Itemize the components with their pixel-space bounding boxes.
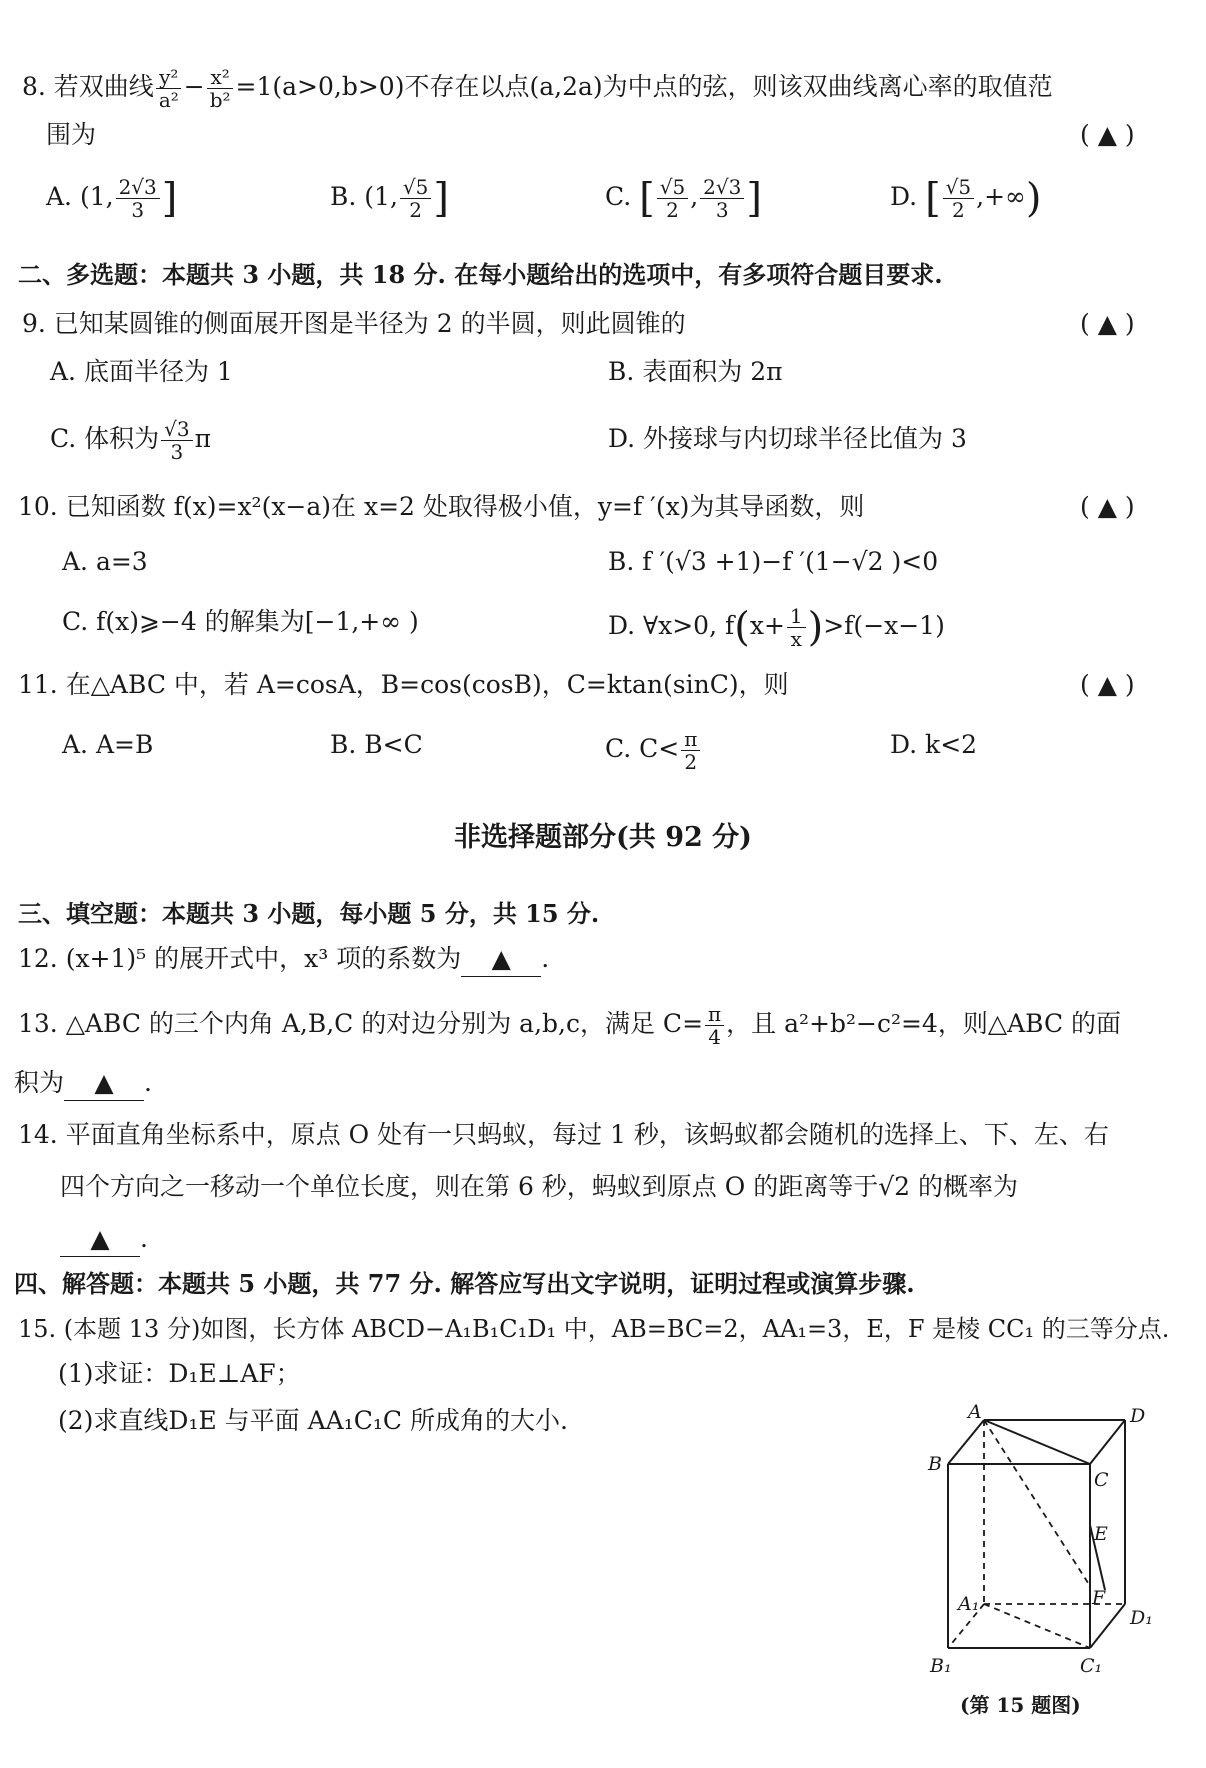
q8-option-b: B. (1, $\frac{√5}{2}$ ] — [330, 175, 449, 222]
label-d1: D₁ — [1130, 1607, 1153, 1629]
q8-option-a: A. (1, $\frac{2√3}{3}$ ] — [46, 175, 178, 222]
segment-af-hidden — [984, 1420, 1090, 1586]
label-b1: B₁ — [930, 1655, 952, 1677]
q9-answer-mark: ( ▲ ) — [1080, 309, 1135, 338]
q15-part1: (1)求证：D₁E⊥AF； — [58, 1359, 301, 1388]
q9-stem: 9. 已知某圆锥的侧面展开图是半径为 2 的半圆，则此圆锥的 — [22, 309, 686, 338]
label-d: D — [1130, 1405, 1146, 1427]
part-title: 非选择题部分(共 92 分) — [454, 822, 752, 853]
q8-answer-mark: ( ▲ ) — [1080, 120, 1135, 149]
edge-cd — [1090, 1420, 1125, 1464]
q9-option-b: B. 表面积为 2π — [608, 357, 783, 386]
section-3-heading: 三、填空题：本题共 3 小题，每小题 5 分，共 15 分. — [18, 899, 600, 928]
q9-option-a: A. 底面半径为 1 — [50, 357, 233, 386]
label-a1: A₁ — [958, 1593, 980, 1615]
q12-line: 12. (x+1)⁵ 的展开式中，x³ 项的系数为 ▲ . — [18, 942, 549, 977]
q11-option-b: B. B<C — [330, 730, 423, 759]
q9-option-c: C. 体积为 $\frac{√3}{3}$ π — [50, 417, 212, 464]
q14-line2: 四个方向之一移动一个单位长度，则在第 6 秒，蚂蚁到原点 O 的距离等于√2 的概率为 — [60, 1172, 1018, 1201]
q8-option-d: D. [ $\frac{√5}{2}$ ,+∞) — [890, 175, 1042, 222]
q8-line2: 围为 — [46, 120, 97, 149]
q10-option-d: D. ∀x>0, f(x+ $\frac{1}{x}$ )>f(−x−1) — [608, 604, 945, 651]
q13-line2: 积为 ▲ . — [14, 1066, 152, 1101]
diagonal-a1c1-hidden — [984, 1604, 1090, 1648]
label-f: F — [1092, 1587, 1106, 1609]
label-a: A — [968, 1401, 982, 1423]
q12-blank[interactable]: ▲ — [461, 942, 541, 977]
section-4-heading: 四、解答题：本题共 5 小题，共 77 分. 解答应写出文字说明，证明过程或演算步骤. — [14, 1269, 915, 1298]
figure-caption: (第 15 题图) — [960, 1693, 1081, 1717]
q11-stem: 11. 在△ABC 中，若 A=cosA，B=cos(cosB)，C=ktan(sinC)，则 — [18, 670, 789, 699]
label-c: C — [1094, 1469, 1109, 1491]
label-b: B — [928, 1453, 942, 1475]
q13-blank[interactable]: ▲ — [64, 1066, 144, 1101]
q10-option-c: C. f(x)⩾−4 的解集为[−1,+∞ ) — [62, 607, 419, 636]
q8-option-c: C. [ $\frac{√5}{2}$ , $\frac{2√3}{3}$ ] — [605, 175, 762, 222]
q11-option-d: D. k<2 — [890, 730, 978, 759]
section-2-heading: 二、多选题：本题共 3 小题，共 18 分. 在每小题给出的选项中，有多项符合题目要求. — [18, 260, 943, 289]
q14-line3: ▲ . — [60, 1222, 148, 1257]
q10-option-a: A. a=3 — [62, 547, 148, 576]
q10-answer-mark: ( ▲ ) — [1080, 492, 1135, 521]
q10-stem: 10. 已知函数 f(x)=x²(x−a)在 x=2 处取得极小值，y=f ′(x)为其导函数，则 — [18, 492, 865, 521]
edge-c1d1 — [1090, 1604, 1125, 1648]
q11-answer-mark: ( ▲ ) — [1080, 670, 1135, 699]
diagonal-ac — [984, 1420, 1090, 1464]
q11-option-c: C. C< $\frac{\pi}{2}$ — [605, 728, 702, 773]
q11-option-a: A. A=B — [62, 730, 154, 759]
q13-line1: 13. △ABC 的三个内角 A,B,C 的对边分别为 a,b,c，满足 C= $\frac{\pi}{4}$ ，且 a²+b²−c²=4，则△ABC 的面 — [18, 1002, 1122, 1049]
cuboid-figure — [920, 1400, 1160, 1730]
q8-frac-x: $\frac{\text{x²}}{\text{b²}}$ — [207, 66, 234, 111]
q14-blank[interactable]: ▲ — [60, 1222, 140, 1257]
q15-part2: (2)求直线D₁E 与平面 AA₁C₁C 所成角的大小. — [58, 1406, 568, 1435]
q10-option-b: B. f ′(√3 +1)−f ′(1−√2 )<0 — [608, 547, 939, 576]
q8-line1: 8. 若双曲线 $\frac{\text{y²}}{\text{a²}}$ − $\frac{\text{x²}}{\text{b²}}$ =1(a>0,b>0)不存在以点(a,2a)为中点的弦，则该双曲线离心率的取值范 — [22, 65, 1053, 112]
q15-stem: 15. (本题 13 分)如图，长方体 ABCD−A₁B₁C₁D₁ 中，AB=BC=2，AA₁=3，E，F 是棱 CC₁ 的三等分点. — [18, 1315, 1170, 1343]
edge-ab — [948, 1420, 984, 1464]
q9-option-d: D. 外接球与内切球半径比值为 3 — [608, 424, 967, 453]
q14-line1: 14. 平面直角坐标系中，原点 O 处有一只蚂蚁，每过 1 秒，该蚂蚁都会随机的选择上、下、左、右 — [18, 1120, 1109, 1149]
q8-frac-y: $\frac{\text{y²}}{\text{a²}}$ — [156, 66, 182, 111]
label-e: E — [1094, 1523, 1108, 1545]
label-c1: C₁ — [1080, 1655, 1103, 1677]
